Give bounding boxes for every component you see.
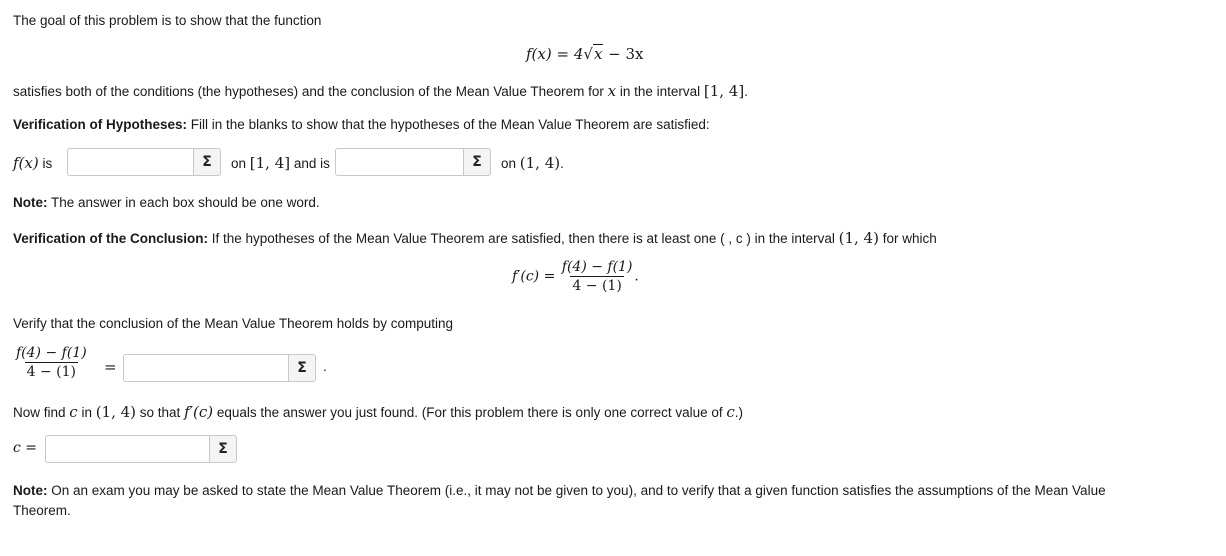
note-one-word bbox=[13, 195, 320, 210]
hypotheses-heading bbox=[13, 117, 710, 132]
on-closed-label bbox=[231, 154, 330, 172]
mvt-denominator: 4 − (1) bbox=[572, 278, 622, 294]
sqrt-symbol: √ bbox=[583, 45, 593, 63]
findc-text5: .) bbox=[734, 405, 744, 420]
hypothesis-blank-1[interactable] bbox=[67, 148, 193, 176]
findc-c2: c bbox=[726, 403, 735, 421]
mvt-lhs: f′(c) = bbox=[512, 268, 560, 285]
findc-text2: in bbox=[77, 405, 96, 420]
hypothesis-blank-2[interactable] bbox=[335, 148, 463, 176]
note1-text: The answer in each box should be one word. bbox=[47, 195, 320, 210]
mvt-period: . bbox=[634, 268, 639, 285]
conclusion-heading bbox=[13, 229, 937, 247]
answer-box-3 bbox=[123, 354, 316, 382]
answer-box-1 bbox=[67, 148, 221, 176]
note-exam bbox=[13, 481, 1213, 521]
on-label-2: on bbox=[501, 156, 520, 171]
verify-numerator: f(4) − f(1) bbox=[16, 345, 87, 361]
sigma-icon[interactable]: Σ bbox=[463, 148, 491, 176]
findc-text1: Now find bbox=[13, 405, 70, 420]
findc-text4: equals the answer you just found. (For this problem there is only one correct value of bbox=[213, 405, 727, 420]
hypotheses-title: Verification of Hypotheses: bbox=[13, 117, 188, 132]
c-value-input[interactable] bbox=[45, 435, 209, 463]
verify-fraction bbox=[14, 345, 89, 380]
on-open-label bbox=[501, 154, 564, 172]
satisfies-text bbox=[13, 82, 748, 100]
and-is-label: and is bbox=[290, 156, 330, 171]
slope-answer-input[interactable] bbox=[123, 354, 288, 382]
satisfies-mid: in the interval bbox=[616, 84, 704, 99]
function-rhs: − 3x bbox=[603, 45, 644, 63]
satisfies-interval: [1, 4] bbox=[703, 82, 745, 100]
c-equals-label: c = bbox=[13, 440, 38, 456]
mvt-fraction bbox=[560, 259, 635, 294]
conclusion-text: If the hypotheses of the Mean Value Theorem are satisfied, then there is at least one ( , c ) in the interval bbox=[208, 231, 839, 246]
answer-box-2 bbox=[335, 148, 491, 176]
findc-fprime: f′(c) bbox=[184, 403, 214, 421]
mvt-equation bbox=[512, 259, 639, 294]
note2-label: Note: bbox=[13, 483, 48, 498]
fx-label: f(x) bbox=[13, 154, 39, 172]
open-interval: (1, 4) bbox=[519, 154, 561, 172]
verify-text: Verify that the conclusion of the Mean Value Theorem holds by computing bbox=[13, 316, 454, 331]
function-equation bbox=[526, 45, 644, 63]
findc-interval: (1, 4) bbox=[95, 403, 137, 421]
findc-c: c bbox=[69, 403, 78, 421]
conclusion-title: Verification of the Conclusion: bbox=[13, 231, 209, 246]
fx-is-label bbox=[13, 154, 52, 172]
verify-frac bbox=[14, 345, 89, 380]
sigma-icon[interactable]: Σ bbox=[209, 435, 237, 463]
find-c-text bbox=[13, 403, 743, 421]
sigma-icon[interactable]: Σ bbox=[288, 354, 316, 382]
hypotheses-text: Fill in the blanks to show that the hypotheses of the Mean Value Theorem are satisfied: bbox=[187, 117, 710, 132]
function-lhs: f(x) = 4 bbox=[526, 45, 584, 63]
findc-text3: so that bbox=[136, 405, 185, 420]
note2-text: On an exam you may be asked to state the Mean Value Theorem (i.e., it may not be given to you), and to verify that a given function satisfies the assumptions of the Mean Value bbox=[47, 483, 1106, 498]
mvt-numerator: f(4) − f(1) bbox=[561, 259, 633, 275]
verify-period: . bbox=[323, 359, 327, 374]
conclusion-end: for which bbox=[878, 231, 937, 246]
verify-equals: = bbox=[104, 358, 117, 376]
sigma-icon[interactable]: Σ bbox=[193, 148, 221, 176]
answer-box-4 bbox=[45, 435, 237, 463]
satisfies-label: satisfies both of the conditions (the hypotheses) and the conclusion of the Mean Value Theorem for bbox=[13, 84, 608, 99]
on-label-1: on bbox=[231, 156, 250, 171]
verify-denominator: 4 − (1) bbox=[26, 364, 77, 380]
function-radicand: x bbox=[593, 45, 603, 63]
satisfies-end: . bbox=[744, 84, 748, 99]
satisfies-var: x bbox=[607, 82, 617, 100]
hypotheses-end: . bbox=[560, 156, 564, 171]
note2-text2: Theorem. bbox=[13, 503, 71, 518]
note1-label: Note: bbox=[13, 195, 48, 210]
intro-text: The goal of this problem is to show that the function bbox=[13, 13, 322, 28]
closed-interval: [1, 4] bbox=[249, 154, 291, 172]
conclusion-interval: (1, 4) bbox=[838, 229, 879, 247]
is-label: is bbox=[38, 156, 53, 171]
